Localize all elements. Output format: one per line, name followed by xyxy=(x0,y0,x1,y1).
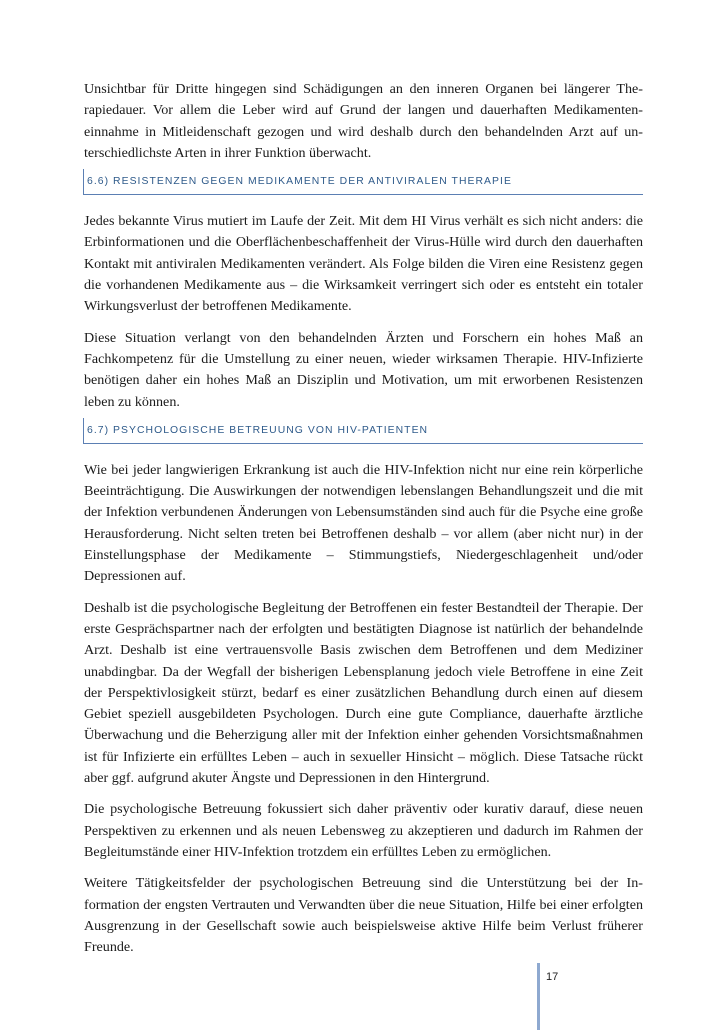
section-heading-6-7: 6.7) PSYCHOLOGISCHE BETREUUNG VON HIV-PATIENTEN xyxy=(84,423,643,444)
section-6-7-paragraph-3: Die psychologische Betreuung fokussiert sich daher präventiv oder kurativ darauf, diese neuen Perspektiven zu erkennen und als neuen Lebensweg zu akzeptieren und dadurch im Rahmen der Begleitumstände einer HIV-Infektion trotzdem ein erfülltes Leben zu ermöglichen. xyxy=(84,801,643,860)
section-heading-6-6: 6.6) RESISTENZEN GEGEN MEDIKAMENTE DER ANTIVIRALEN THERAPIE xyxy=(84,174,643,195)
page-content xyxy=(84,79,643,968)
section-6-6-paragraph-1: Jedes bekannte Virus mutiert im Laufe der Zeit. Mit dem HI Virus verhält es sich nicht anders: die Erbinformationen und die Oberflächenbeschaffenheit der Virus-Hülle wird durch den dauerhaften Kontakt mit antiviralen Medikamenten verändert. Als Folge bilden die Viren eine Resistenz gegen die vorhandenen Medikamente aus – die Wirksamkeit verringert sich oder es entsteht ein totaler Wirkungsverlust der betroffenen Medikamente. xyxy=(84,213,643,315)
page-number-box xyxy=(537,963,574,1030)
section-6-7-paragraph-2: Deshalb ist die psychologische Begleitung der Betroffenen ein fester Bestandteil der Therapie. Der erste Gesprächspartner nach der erfolgten und bestätigten Diagnose ist natürlich der behandelnde Arzt. Deshalb ist eine vertrauensvolle Basis zwischen dem Betroffenen und dem Mediziner unabdingbar. Da der Wegfall der bisherigen Lebensplanung jedoch viele Betroffene in eine Zeit der Perspektivlosigkeit stürzt, bedarf es einer zusätzlichen Behandlung durch einen auf diesem Gebiet speziell ausgebildeten Psychologen. Durch eine gute Compliance, dauerhafte ärztliche Überwachung und die Beherzigung aller mit der Infektion einher gehenden Vorsichtsmaßnahmen ist für Infizierte ein erfülltes Leben – auch in sexueller Hinsicht – möglich. Diese Tatsache rückt aber ggf. aufgrund akuter Ängste und Depressionen in den Hintergrund. xyxy=(84,599,643,787)
section-6-7-paragraph-1: Wie bei jeder langwierigen Erkrankung ist auch die HIV-Infektion nicht nur eine rein körperliche Beeinträchtigung. Die Auswirkungen der notwendigen lebenslangen Behandlungszeit und die mit der Infektion verbundenen Änderungen von Lebensumständen sind auch für die Psyche eine große Herausforderung. Nicht selten treten bei Betroffenen deshalb – vor allem (aber nicht nur) in der Einstellungsphase der Medikamente – Stimmungstiefs, Niedergeschlagenheit und/oder Depressionen auf. xyxy=(84,461,643,585)
page-number: 17 xyxy=(546,971,559,983)
section-6-6-paragraph-2: Diese Situation verlangt von den behandelnden Ärzten und Forschern ein hohes Maß an Fachkompetenz für die Umstellung zu einer neuen, wieder wirksamen Therapie. HIV-Infizierte benötigen daher ein hohes Maß an Disziplin und Motivation, um mit erworbenen Resistenzen leben zu können. xyxy=(84,329,643,410)
intro-paragraph: Unsichtbar für Dritte hingegen sind Schädigungen an den inneren Organen bei längerer Therapiedauer. Vor allem die Leber wird auf Grund der langen und dauerhaften Medikamenteneinnahme in Mitleidenschaft gezogen und wird deshalb durch den behandelnden Arzt auf unterschiedlichste Arten in ihrer Funktion überwacht. xyxy=(84,81,643,161)
section-6-7-paragraph-4: Weitere Tätigkeitsfelder der psychologischen Betreuung sind die Unterstützung bei der Information der engsten Vertrauten und Verwandten über die neue Situation, Hilfe bei einer erfolgten Ausgrenzung in der Gesellschaft sowie auch beispielsweise aktive Hilfe beim Verlust früherer Freunde. xyxy=(84,875,643,956)
